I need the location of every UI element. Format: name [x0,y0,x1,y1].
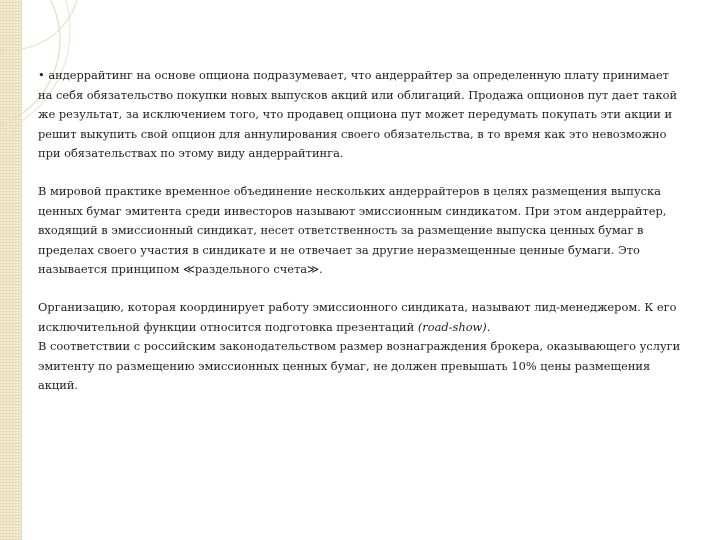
slide-text-body [38,66,684,396]
paragraph-lead-manager [38,298,684,337]
paragraph-gap [38,164,684,182]
road-show-term: (road-show) [417,319,487,334]
lead-manager-text-end: . [486,319,491,334]
paragraph-emission-syndicate: В мировой практике временное объединение нескольких андеррайтеров в целях размещения выпуска ценных бумаг эмитента среди инвесторов называют эмиссионным синдикатом. При этом андеррайтер, входящий в эмиссионный синдикат, несет ответственность за размещение выпуска ценных бумаг в пределах своего участия в синдикате и не отвечает за другие неразмещенные ценные бумаги. Это называется принципом ≪раздельного счета≫. [38,183,667,277]
paragraph-option-underwriting: • андеррайтинг на основе опциона подразумевает, что андеррайтер за определенную плату принимает на себя обязательство покупки новых выпусков акций или облигаций. Продажа опционов пут дает такой же результат, за исключением того, что продавец опциона пут может передумать покупать эти акции и решит выкупить свой опцион для аннулирования своего обязательства, в то время как это невозможно при обязательствах по этому виду андеррайтинга. [38,68,678,161]
paragraph-broker-fee: В соответствии с российским законодательством размер вознаграждения брокера, оказывающего услуги эмитенту по размещению эмиссионных ценных бумаг, не должен превышать 10% цены размещения акций. [38,339,681,393]
lead-manager-text: Организацию, которая координирует работу эмиссионного синдиката, называют лид-менеджером. К его исключительной функции относится подготовка презентаций [38,299,677,334]
paragraph-gap [38,280,684,298]
